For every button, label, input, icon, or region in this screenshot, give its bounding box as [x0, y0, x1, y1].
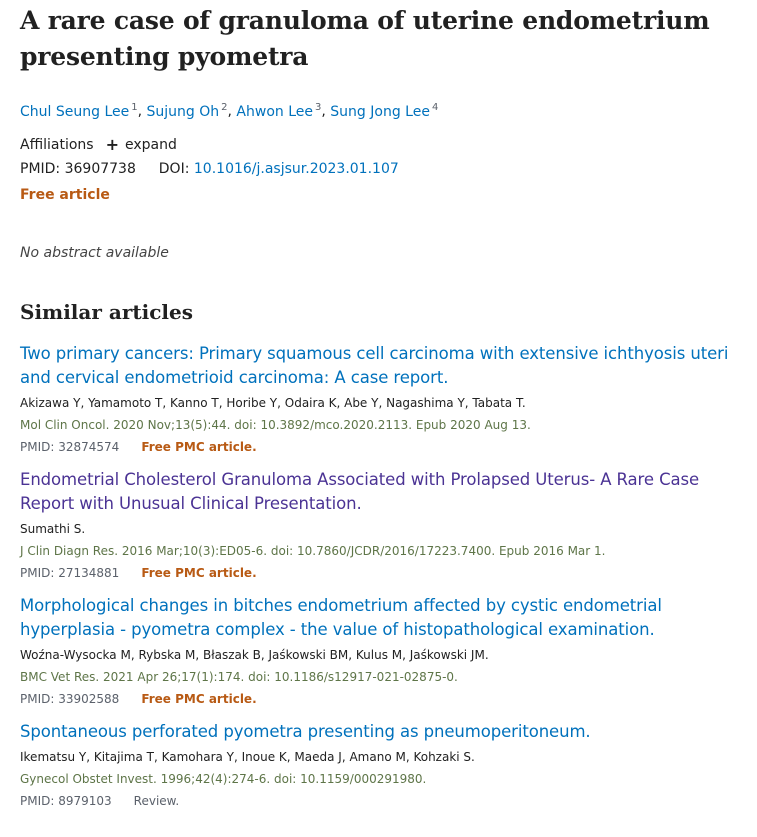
similar-article-authors: Ikematsu Y, Kitajima T, Kamohara Y, Inoue K, Maeda J, Amano M, Kohzaki S.: [20, 750, 475, 765]
identifiers-row: [20, 158, 737, 180]
affiliations-label: Affiliations: [20, 136, 94, 153]
affiliation-marker[interactable]: 1: [131, 102, 138, 113]
free-article-badge: Free article: [20, 186, 110, 203]
article-page: [0, 3, 757, 810]
similar-article-citation: BMC Vet Res. 2021 Apr 26;17(1):174. doi: 10.1186/s12917-021-02875-0.: [20, 670, 458, 685]
similar-article-authors: Sumathi S.: [20, 522, 86, 537]
affiliation-marker[interactable]: 2: [221, 102, 228, 113]
pmid-value: 36907738: [64, 160, 136, 177]
similar-articles-heading: Similar articles: [20, 299, 193, 324]
similar-article: [20, 342, 737, 456]
similar-article-citation: Gynecol Obstet Invest. 1996;42(4):274-6. doi: 10.1159/000291980.: [20, 772, 427, 787]
similar-article-pmid: PMID: 33902588: [20, 692, 120, 707]
expand-affiliations-button[interactable]: [106, 134, 177, 156]
pmid-label: PMID:: [20, 160, 61, 177]
affiliations-row: [20, 134, 737, 156]
similar-article-meta: [20, 690, 737, 708]
separator: ,: [137, 103, 147, 120]
similar-article: [20, 720, 737, 810]
similar-article-meta: [20, 438, 737, 456]
similar-article-authors: Akizawa Y, Yamamoto T, Kanno T, Horibe Y, Odaira K, Abe Y, Nagashima Y, Tabata T.: [20, 396, 526, 411]
similar-article-authors: Woźna-Wysocka M, Rybska M, Błaszak B, Jaśkowski BM, Kulus M, Jaśkowski JM.: [20, 648, 489, 663]
article-title: A rare case of granuloma of uterine endometrium presenting pyometra: [20, 6, 710, 71]
similar-article-title-link[interactable]: Endometrial Cholesterol Granuloma Associated with Prolapsed Uterus- A Rare Case Report with Unusual Clinical Presentation.: [20, 470, 700, 514]
similar-article-citation: J Clin Diagn Res. 2016 Mar;10(3):ED05-6. doi: 10.7860/JCDR/2016/17223.7400. Epub 2016 Mar 1.: [20, 544, 606, 559]
affiliation-marker[interactable]: 3: [315, 102, 322, 113]
author-link[interactable]: [330, 104, 438, 120]
similar-article-pmid: PMID: 32874574: [20, 440, 120, 455]
doi-label: DOI:: [158, 160, 190, 177]
author-name: Ahwon Lee: [236, 103, 313, 120]
free-pmc-badge: Free PMC article.: [141, 566, 257, 581]
plus-icon: +: [105, 134, 119, 154]
free-pmc-badge: Free PMC article.: [141, 440, 257, 455]
similar-article-meta: [20, 792, 737, 810]
doi-link[interactable]: 10.1016/j.asjsur.2023.01.107: [193, 160, 399, 177]
author-name: Sung Jong Lee: [330, 103, 430, 120]
separator: ,: [321, 103, 331, 120]
author-name: Sujung Oh: [146, 103, 220, 120]
author-link[interactable]: [20, 104, 138, 120]
similar-article-title-link[interactable]: Morphological changes in bitches endometrium affected by cystic endometrial hyperplasia - pyometra complex - the value of histopathological examination.: [20, 596, 662, 640]
separator: ,: [227, 103, 237, 120]
review-tag: Review.: [133, 794, 180, 809]
similar-article-pmid: PMID: 8979103: [20, 794, 112, 809]
similar-article-title-link[interactable]: Two primary cancers: Primary squamous cell carcinoma with extensive ichthyosis uteri and cervical endometrioid carcinoma: A case report.: [20, 344, 729, 388]
author-name: Chul Seung Lee: [20, 103, 130, 120]
author-list: [20, 97, 737, 123]
similar-article-title-link[interactable]: Spontaneous perforated pyometra presenting as pneumoperitoneum.: [20, 722, 591, 742]
author-link[interactable]: [236, 104, 321, 120]
no-abstract-notice: No abstract available: [20, 244, 169, 261]
similar-articles-list: [20, 342, 737, 810]
similar-article-citation: Mol Clin Oncol. 2020 Nov;13(5):44. doi: 10.3892/mco.2020.2113. Epub 2020 Aug 13.: [20, 418, 531, 433]
similar-article: [20, 468, 737, 582]
similar-article: [20, 594, 737, 708]
similar-article-pmid: PMID: 27134881: [20, 566, 120, 581]
affiliation-marker[interactable]: 4: [431, 102, 439, 113]
author-link[interactable]: [147, 104, 228, 120]
similar-article-meta: [20, 564, 737, 582]
free-pmc-badge: Free PMC article.: [141, 692, 257, 707]
expand-label: expand: [125, 136, 177, 153]
